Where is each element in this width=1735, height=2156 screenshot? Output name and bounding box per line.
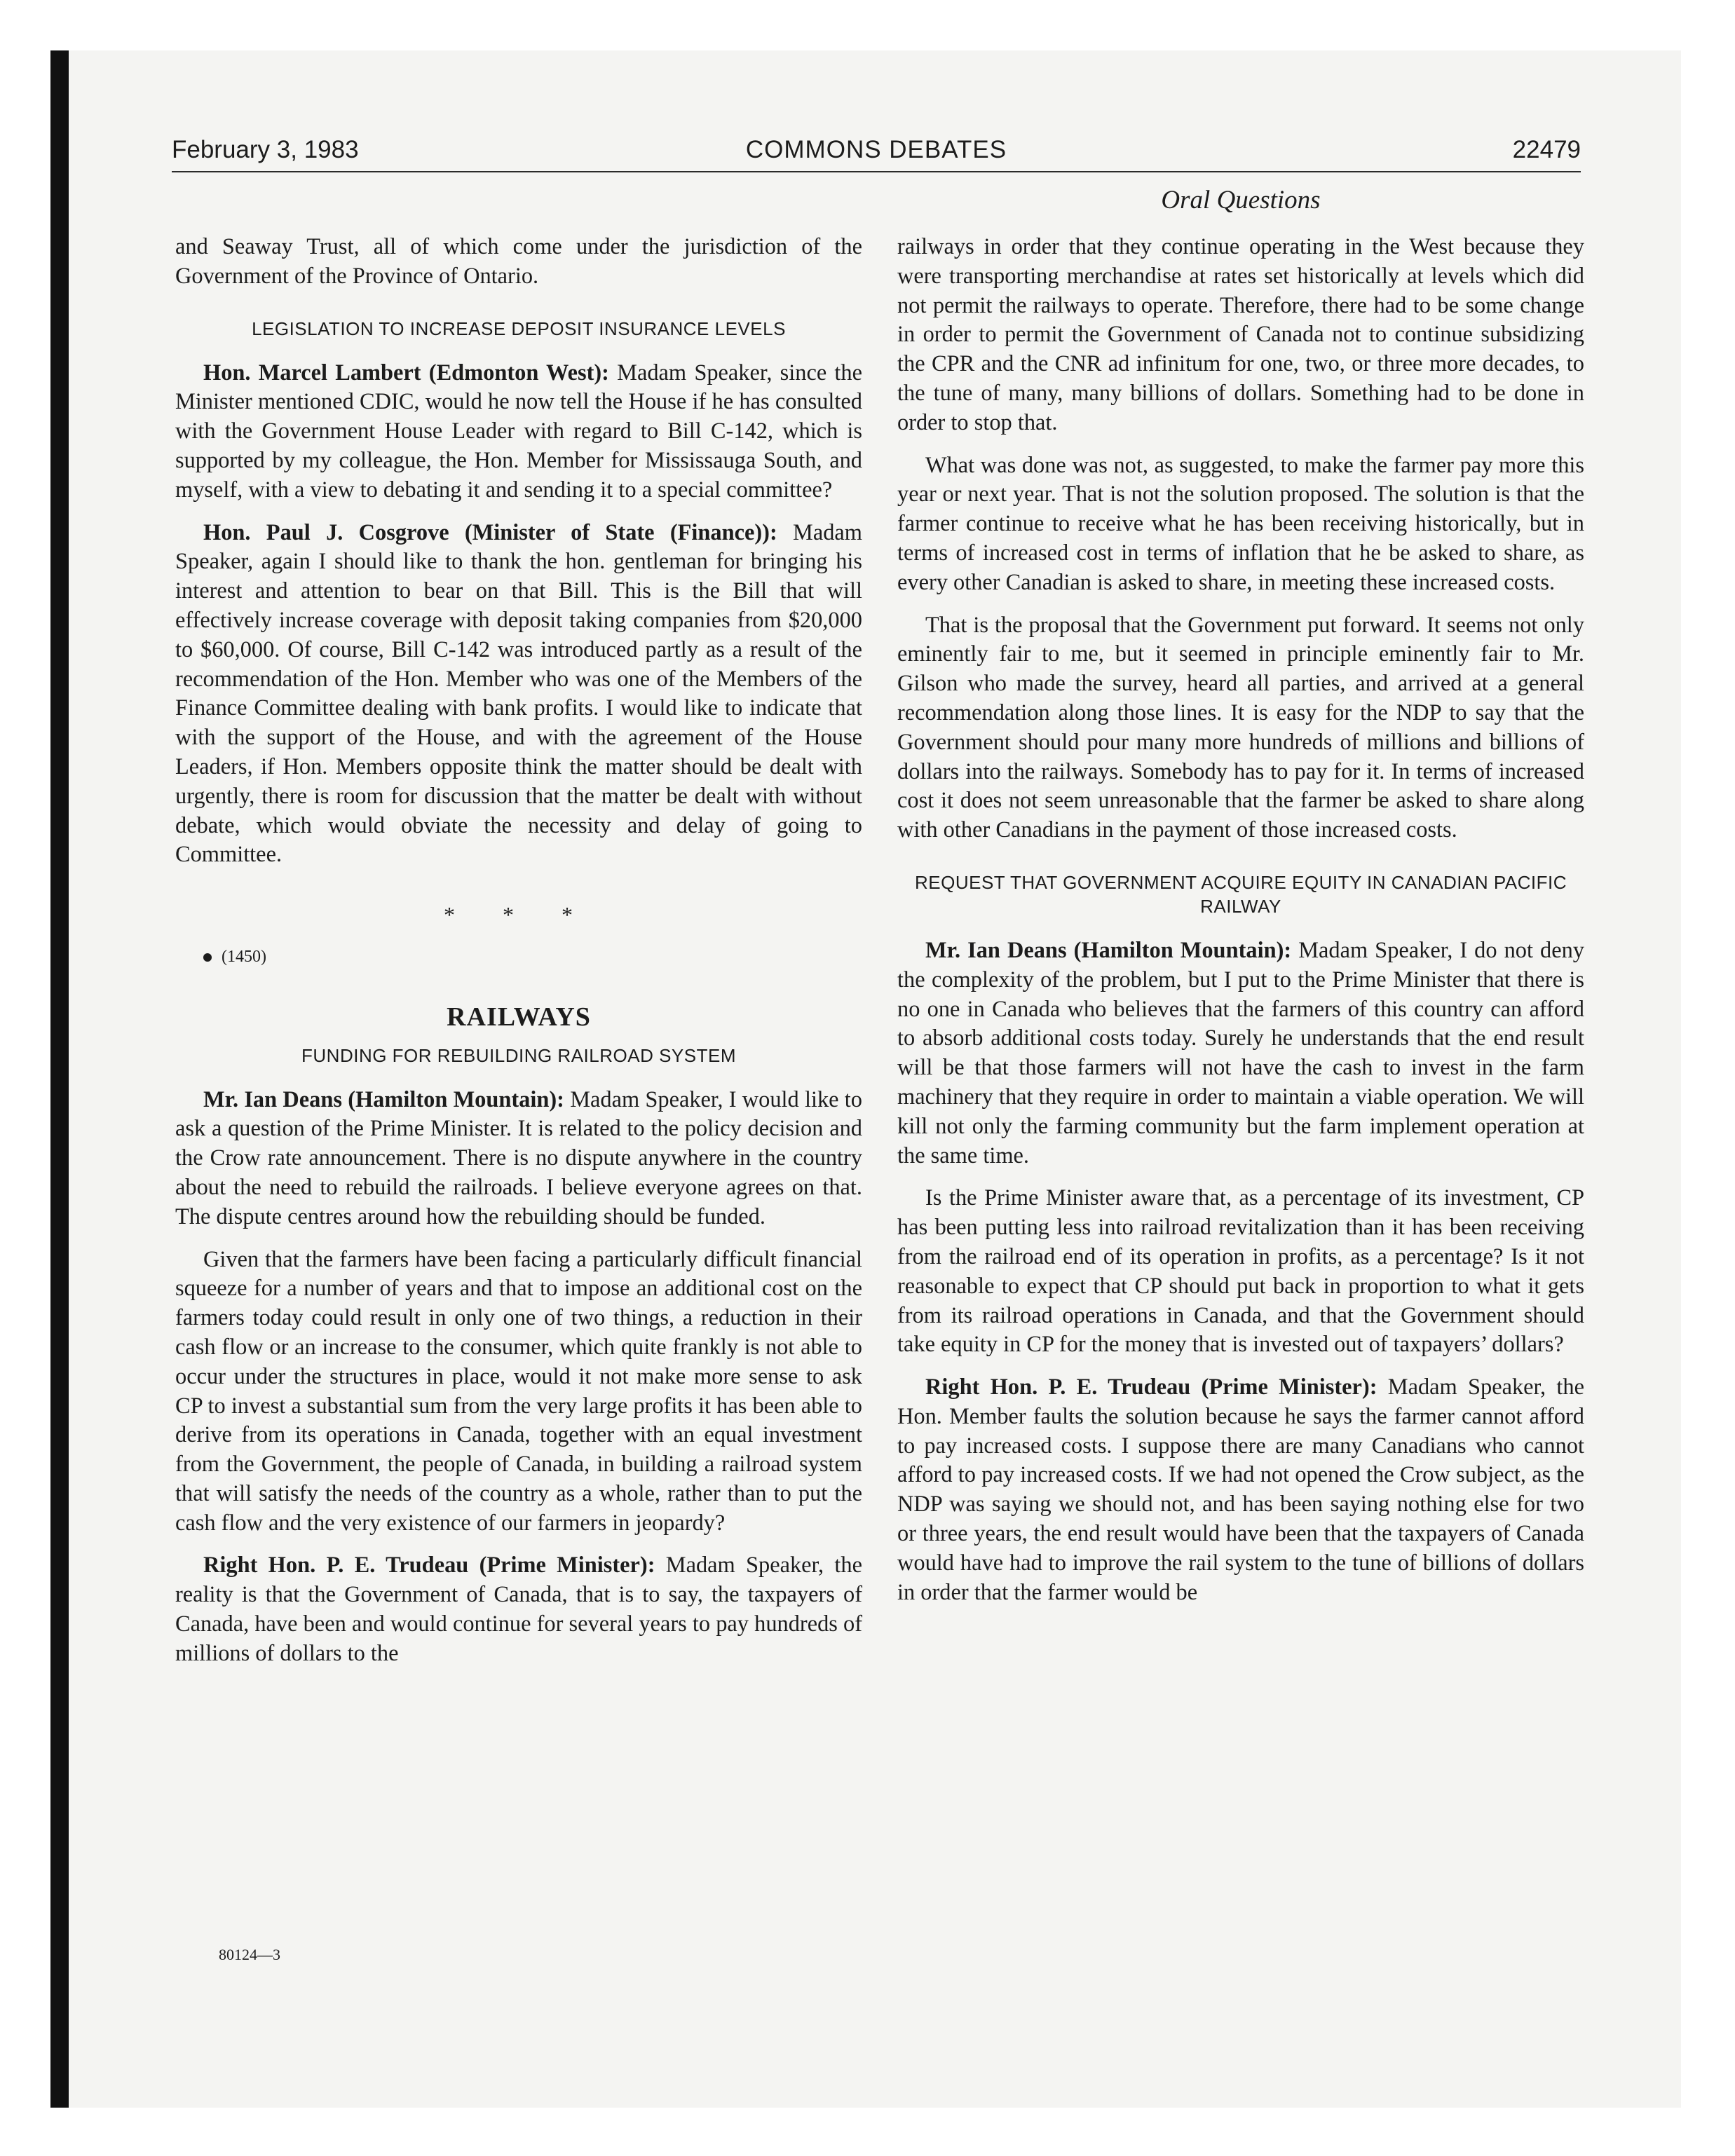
timestamp-text: (1450) (222, 947, 266, 966)
speaker-name: Mr. Ian Deans (Hamilton Mountain): (925, 937, 1292, 963)
speech-paragraph (897, 936, 1584, 1171)
speaker-name: Mr. Ian Deans (Hamilton Mountain): (203, 1086, 564, 1112)
subheading-funding: FUNDING FOR REBUILDING RAILROAD SYSTEM (301, 1044, 736, 1066)
header-page-number: 22479 (1512, 136, 1581, 163)
speech-text: Madam Speaker, the Hon. Member faults the solution because he says the farmer cannot afford to pay increased costs. I suppose there are many Canadians who cannot afford to pay increased costs. If we had not opened the Crow subject, as the NDP was saying we should not, and has been saying nothing else for two or three years, the end result would have been that the taxpayers of Canada would have had to improve the rail system to the tune of billions of dollars in order that the farmer would be (897, 1374, 1585, 1605)
speech-paragraph (897, 1373, 1584, 1607)
header-title: COMMONS DEBATES (745, 136, 1007, 163)
speech-paragraph (175, 1086, 862, 1232)
right-column (897, 233, 1584, 1621)
speech-text: Madam Speaker, I do not deny the complexity of the problem, but I put to the Prime Minister that there is no one in Canada who believes that the farmers of this country can afford to absorb additional costs today. Surely he understands that the end result will be that those farmers will not have the cash to invest in the farm machinery that they require in order to maintain a viable operation. We will kill not only the farming community but the farm implement operation at the same time. (897, 937, 1584, 1168)
speech-text: Madam Speaker, since the Minister mentioned CDIC, would he now tell the House if he has consulted with the Government House Leader with regard to Bill C-142, which is supported by my colleague, the Hon. Member for Mississauga South, and myself, with a view to debating it and sending it to a special committee? (175, 360, 862, 503)
running-header (172, 132, 1581, 172)
speaker-name: Hon. Paul J. Cosgrove (Minister of State (Finance)): (203, 519, 777, 545)
speech-paragraph (175, 1551, 862, 1668)
scan-margin (0, 0, 50, 2156)
speech-paragraph: That is the proposal that the Government put forward. It seems not only eminently fair to me, but it seemed in principle eminently fair to Mr. Gilson who made the survey, heard all parties, and arrived at a general recommendation along those lines. It is easy for the NDP to say that the Government should pour many more hundreds of millions and billions of dollars into the railways. Somebody has to pay for it. In terms of increased cost it does not seem unreasonable that the farmer be asked to share along with other Canadians in the payment of those increased costs. (897, 612, 1584, 843)
speech-text: Madam Speaker, the reality is that the Government of Canada, that is to say, the taxpayers of Canada, have been and would continue for several years to pay hundreds of millions of dollars to the (175, 1553, 863, 1666)
left-column (175, 233, 862, 1682)
header-date: February 3, 1983 (172, 136, 359, 163)
speech-paragraph: Is the Prime Minister aware that, as a percentage of its investment, CP has been putting less into railroad revitalization than it has been receiving from the railroad end of its operation in profits, as a percentage? Is it not reasonable to expect that CP should put back in proportion to what it gets from its railroad operations in Canada, and that the Government should take equity in CP for the money that is invested out of taxpayers’ dollars? (897, 1185, 1584, 1358)
speech-text: Madam Speaker, I would like to ask a question of the Prime Minister. It is related to the policy decision and the Crow rate announcement. There is no dispute anywhere in the country about the need to rebuild the railroads. I believe everyone agrees on that. The dispute centres around how the rebuilding should be funded. (175, 1086, 862, 1229)
speech-paragraph: Given that the farmers have been facing a particularly difficult financial squeeze for a number of years and that to impose an additional cost on the farmers today could result in only one of two things, a reduction in their cash flow or an increase to the consumer, which quite frankly is not able to occur under the structures in place, would it not make more sense to ask CP to invest a substantial sum from the very large profits it has been able to derive from its operations in Canada, together with an equal investment from the Government, the people of Canada, in building a railroad system that will satisfy the needs of the country as a whole, rather than to put the cash flow and the very existence of our farmers in jeopardy? (175, 1246, 862, 1536)
scan-binding-edge (50, 50, 69, 2108)
speaker-name: Right Hon. P. E. Trudeau (Prime Minister): (203, 1553, 655, 1578)
subheading-equity: REQUEST THAT GOVERNMENT ACQUIRE EQUITY IN CANADIAN PACIFIC RAILWAY (915, 871, 1567, 917)
section-divider-stars: * * * (444, 902, 594, 928)
bullet-icon (203, 953, 212, 962)
folio-number: 80124—3 (219, 1946, 280, 1963)
major-heading-railways: RAILWAYS (447, 1002, 591, 1032)
subheading-deposit-insurance: LEGISLATION TO INCREASE DEPOSIT INSURANCE LEVELS (252, 318, 786, 339)
speaker-name: Right Hon. P. E. Trudeau (Prime Minister): (925, 1374, 1377, 1400)
speaker-name: Hon. Marcel Lambert (Edmonton West): (203, 360, 609, 386)
continuation-paragraph: railways in order that they continue operating in the West because they were transporting merchandise at rates set historically at levels which did not permit the railways to operate. Therefore, there had to be some change in order to permit the Government of Canada not to continue subsidizing the CPR and the CNR ad infinitum for one, two, or three more decades, to the tune of many, many billions of dollars. Something had to be done in order to stop that. (897, 234, 1584, 435)
timestamp-marker (175, 943, 862, 972)
speech-paragraph (175, 519, 862, 871)
speech-paragraph: What was done was not, as suggested, to make the farmer pay more this year or next year. That is not the solution proposed. The solution is that the farmer continue to receive what he has been receiving historically, but in terms of increased cost in terms of inflation that he be asked to share, as every other Canadian is asked to share, in meeting these increased costs. (897, 452, 1584, 595)
speech-text: Madam Speaker, again I should like to thank the hon. gentleman for bringing his interest and attention to bear on that Bill. This is the Bill that will effectively increase coverage with deposit taking companies from $20,000 to $60,000. Of course, Bill C-142 was introduced partly as a result of the recommendation of the Hon. Member who was one of the Members of the Finance Committee dealing with bank profits. I would like to indicate that with the support of the House, and with the agreement of the House Leaders, if Hon. Members opposite think the matter should be dealt with urgently, there is room for discussion that the matter be dealt with without debate, which would obviate the necessity and delay of going to Committee. (175, 519, 862, 868)
section-label: Oral Questions (1161, 186, 1321, 214)
continuation-paragraph: and Seaway Trust, all of which come under the jurisdiction of the Government of the Province of Ontario. (175, 234, 862, 289)
speech-paragraph (175, 359, 862, 505)
